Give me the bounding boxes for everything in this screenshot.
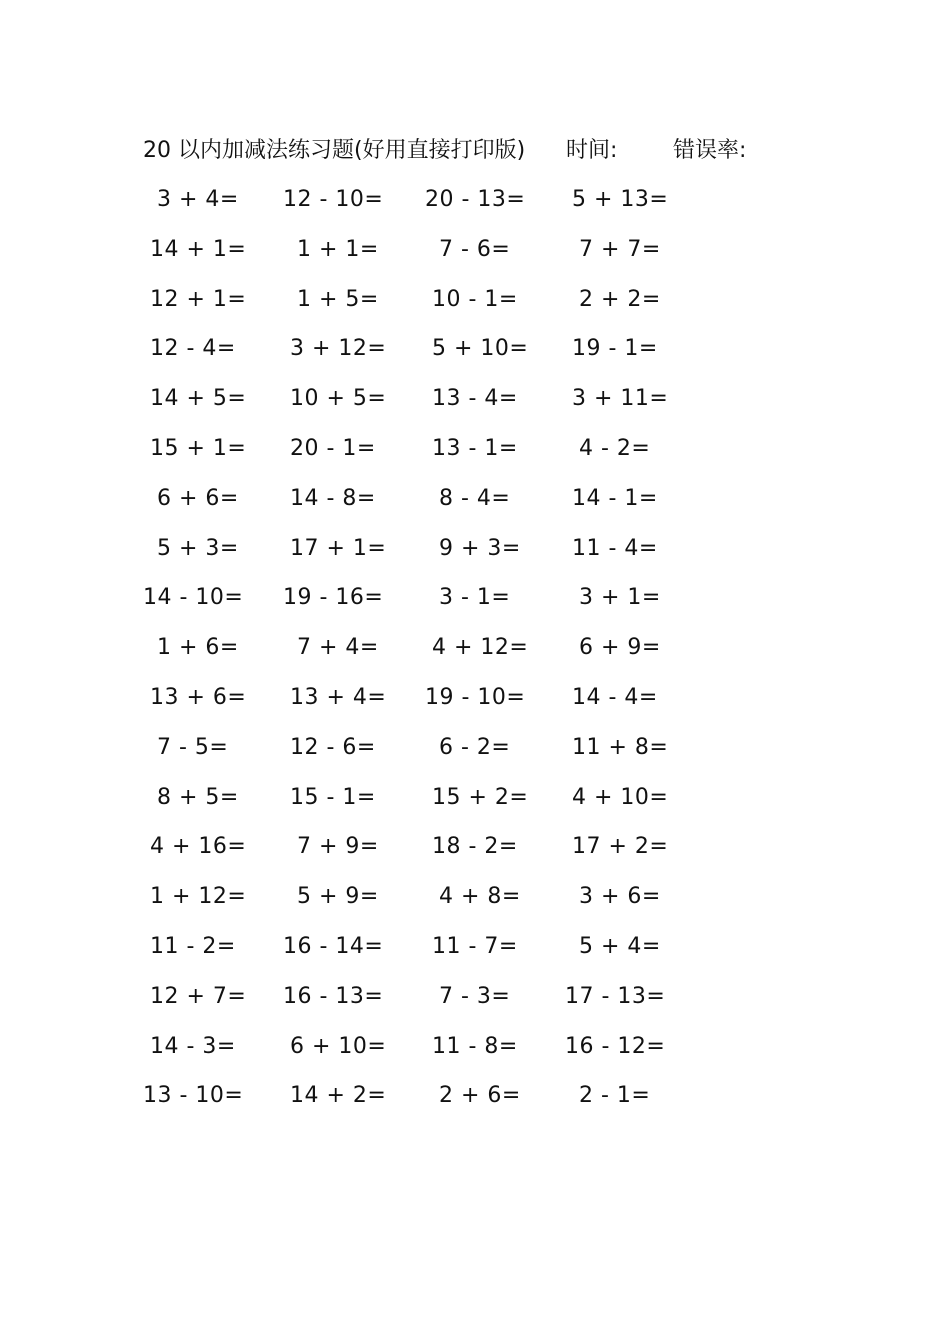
problem-cell: 12 - 6= — [290, 734, 376, 760]
problem-cell: 11 - 4= — [572, 535, 658, 561]
problem-cell: 11 - 7= — [432, 933, 518, 959]
problem-cell: 11 - 2= — [150, 933, 236, 959]
problem-cell: 4 + 8= — [439, 884, 521, 910]
problem-cell: 5 + 4= — [579, 933, 661, 959]
problem-cell: 12 - 10= — [283, 187, 384, 212]
problem-cell: 13 - 10= — [143, 1083, 244, 1109]
problem-row — [143, 381, 703, 431]
problem-cell: 4 + 16= — [150, 834, 247, 860]
worksheet-title: 20 以内加减法练习题(好用直接打印版) — [143, 138, 526, 163]
problem-cell: 10 + 5= — [290, 386, 387, 412]
problem-cell: 15 - 1= — [290, 784, 376, 810]
problem-row — [143, 780, 703, 830]
problem-cell: 12 + 7= — [150, 983, 247, 1009]
problem-cell: 11 + 8= — [572, 734, 669, 760]
problem-cell: 5 + 3= — [157, 535, 239, 561]
problem-cell: 14 + 5= — [150, 386, 247, 412]
problem-cell: 3 - 1= — [439, 585, 511, 611]
problem-cell: 1 + 5= — [297, 286, 379, 312]
problem-cell: 8 + 5= — [157, 784, 239, 810]
problem-row — [143, 630, 703, 680]
problem-cell: 6 + 9= — [579, 635, 661, 661]
problem-cell: 13 + 4= — [290, 684, 387, 710]
problem-cell: 19 - 1= — [572, 336, 658, 362]
problem-cell: 10 - 1= — [432, 286, 518, 312]
error-rate-label: 错误率: — [673, 138, 747, 163]
problem-cell: 17 + 2= — [572, 834, 669, 860]
problem-cell: 3 + 11= — [572, 386, 669, 412]
problem-cell: 1 + 1= — [297, 236, 379, 262]
problem-row — [143, 481, 703, 531]
problem-cell: 7 + 9= — [297, 834, 379, 860]
problem-cell: 7 - 5= — [157, 734, 229, 760]
problem-cell: 16 - 12= — [565, 1033, 666, 1059]
problem-cell: 14 - 3= — [150, 1033, 236, 1059]
problem-cell: 16 - 14= — [283, 933, 384, 959]
problem-row — [143, 331, 703, 381]
problem-cell: 9 + 3= — [439, 535, 521, 561]
problem-cell: 19 - 16= — [283, 585, 384, 611]
problem-cell: 18 - 2= — [432, 834, 518, 860]
problem-cell: 7 + 4= — [297, 635, 379, 661]
problem-cell: 16 - 13= — [283, 983, 384, 1009]
problem-cell: 5 + 13= — [572, 187, 669, 212]
problem-row — [143, 680, 703, 730]
problem-row — [143, 879, 703, 929]
problem-grid — [143, 182, 703, 1128]
problem-cell: 17 + 1= — [290, 535, 387, 561]
problem-cell: 14 - 10= — [143, 585, 244, 611]
problem-cell: 13 - 4= — [432, 386, 518, 412]
problem-row — [143, 1029, 703, 1079]
problem-cell: 12 + 1= — [150, 286, 247, 312]
problem-cell: 7 - 3= — [439, 983, 511, 1009]
time-label: 时间: — [566, 138, 618, 163]
problem-row — [143, 1078, 703, 1128]
problem-cell: 3 + 6= — [579, 884, 661, 910]
problem-cell: 2 + 2= — [579, 286, 661, 312]
problem-cell: 20 - 13= — [425, 187, 526, 212]
problem-cell: 8 - 4= — [439, 485, 511, 511]
problem-row — [143, 730, 703, 780]
problem-cell: 14 - 8= — [290, 485, 376, 511]
problem-cell: 4 - 2= — [579, 435, 651, 461]
problem-cell: 3 + 12= — [290, 336, 387, 362]
problem-cell: 12 - 4= — [150, 336, 236, 362]
problem-row — [143, 232, 703, 282]
problem-cell: 14 + 2= — [290, 1083, 387, 1109]
problem-cell: 13 + 6= — [150, 684, 247, 710]
problem-cell: 17 - 13= — [565, 983, 666, 1009]
problem-cell: 6 - 2= — [439, 734, 511, 760]
problem-row — [143, 929, 703, 979]
problem-row — [143, 431, 703, 481]
problem-cell: 1 + 12= — [150, 884, 247, 910]
problem-row — [143, 182, 703, 232]
problem-cell: 13 - 1= — [432, 435, 518, 461]
problem-cell: 6 + 10= — [290, 1033, 387, 1059]
problem-cell: 3 + 1= — [579, 585, 661, 611]
problem-cell: 3 + 4= — [157, 187, 239, 212]
problem-cell: 7 + 7= — [579, 236, 661, 262]
problem-cell: 14 + 1= — [150, 236, 247, 262]
problem-cell: 7 - 6= — [439, 236, 511, 262]
problem-cell: 2 + 6= — [439, 1083, 521, 1109]
problem-row — [143, 829, 703, 879]
problem-row — [143, 531, 703, 581]
problem-cell: 15 + 1= — [150, 435, 247, 461]
problem-cell: 6 + 6= — [157, 485, 239, 511]
problem-cell: 5 + 9= — [297, 884, 379, 910]
problem-cell: 15 + 2= — [432, 784, 529, 810]
problem-cell: 20 - 1= — [290, 435, 376, 461]
problem-row — [143, 979, 703, 1029]
problem-cell: 19 - 10= — [425, 684, 526, 710]
problem-row — [143, 580, 703, 630]
problem-row — [143, 282, 703, 332]
problem-cell: 4 + 10= — [572, 784, 669, 810]
problem-cell: 1 + 6= — [157, 635, 239, 661]
problem-cell: 5 + 10= — [432, 336, 529, 362]
problem-cell: 4 + 12= — [432, 635, 529, 661]
problem-cell: 14 - 1= — [572, 485, 658, 511]
problem-cell: 14 - 4= — [572, 684, 658, 710]
problem-cell: 2 - 1= — [579, 1083, 651, 1109]
problem-cell: 11 - 8= — [432, 1033, 518, 1059]
